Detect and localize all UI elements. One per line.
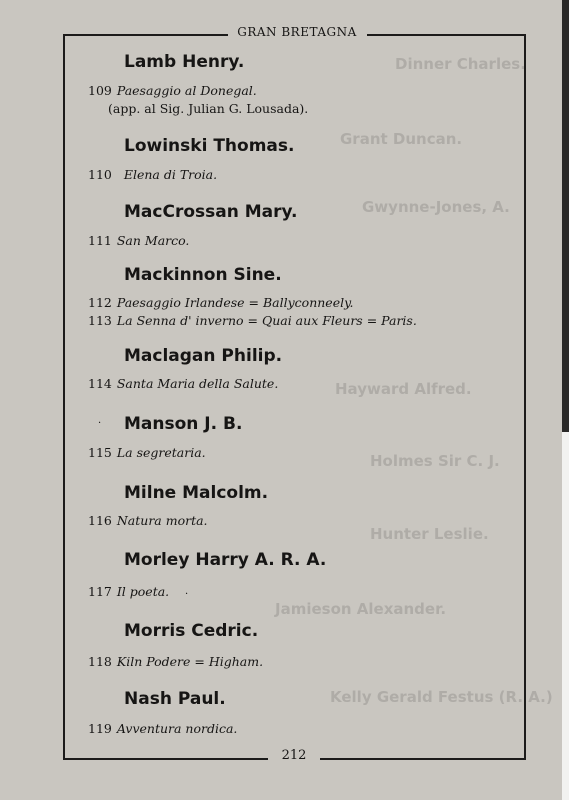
catalog-number: 116 <box>88 513 112 528</box>
catalog-number: 119 <box>88 721 112 736</box>
bleed-through-text: Kelly Gerald Festus (R. A.) <box>330 688 553 706</box>
stray-dot: · <box>98 418 102 429</box>
page-header: GRAN BRETAGNA <box>237 25 357 39</box>
artwork-entry <box>88 167 217 182</box>
artwork-entry <box>88 445 206 460</box>
ownership-note: (app. al Sig. Julian G. Lousada). <box>108 101 309 116</box>
artwork-title: Paesaggio al Donegal. <box>116 83 257 98</box>
artwork-entry <box>88 584 169 599</box>
artwork-title: Natura morta. <box>116 513 208 528</box>
artist-name: Lowinski Thomas. <box>124 136 295 156</box>
artwork-title: San Marco. <box>116 233 190 248</box>
artwork-title: Santa Maria della Salute. <box>116 376 279 391</box>
artwork-entry <box>88 513 208 528</box>
stray-dot: · <box>185 589 189 600</box>
scan-edge <box>562 0 569 800</box>
catalog-number: 112 <box>88 295 112 310</box>
catalog-number: 117 <box>88 584 112 599</box>
artwork-title: Paesaggio Irlandese = Ballyconneely. <box>116 295 354 310</box>
artwork-title: La Senna d' inverno = Quai aux Fleurs = Paris. <box>116 313 417 328</box>
artwork-entry <box>88 654 263 669</box>
artist-name: Lamb Henry. <box>124 52 245 72</box>
artist-name: MacCrossan Mary. <box>124 202 298 222</box>
artist-name: Nash Paul. <box>124 689 226 709</box>
artwork-entry <box>88 721 237 736</box>
artist-name: Mackinnon Sine. <box>124 265 282 285</box>
bleed-through-text: Grant Duncan. <box>340 130 463 148</box>
bleed-through-text: Gwynne-Jones, A. <box>362 198 510 216</box>
catalog-number: 114 <box>88 376 112 391</box>
artwork-title: La segretaria. <box>116 445 206 460</box>
page-number: 212 <box>268 748 320 763</box>
artwork-title: Avventura nordica. <box>116 721 238 736</box>
bleed-through-text: Jamieson Alexander. <box>275 600 447 618</box>
artist-name: Morley Harry A. R. A. <box>124 550 327 570</box>
artwork-title: Il poeta. <box>116 584 170 599</box>
artist-name: Morris Cedric. <box>124 621 259 641</box>
artwork-title: Kiln Podere = Higham. <box>116 654 264 669</box>
bleed-through-text: Hayward Alfred. <box>335 380 472 398</box>
catalog-number: 109 <box>88 83 112 98</box>
bleed-through-text: Holmes Sir C. J. <box>370 452 500 470</box>
catalog-number: 113 <box>88 313 112 328</box>
artwork-entry <box>88 313 417 328</box>
artist-name: Milne Malcolm. <box>124 483 269 503</box>
artwork-entry <box>88 376 278 391</box>
artwork-title: Elena di Troia. <box>123 167 218 182</box>
bleed-through-text: Dinner Charles. <box>395 55 526 73</box>
artist-name: Manson J. B. <box>124 414 243 434</box>
catalog-number: 110 <box>88 167 112 182</box>
catalog-number: 111 <box>88 233 112 248</box>
artwork-entry <box>88 295 353 310</box>
catalog-number: 115 <box>88 445 112 460</box>
artwork-entry <box>88 233 189 248</box>
artwork-entry <box>88 83 257 98</box>
artist-name: Maclagan Philip. <box>124 346 283 366</box>
catalog-number: 118 <box>88 654 112 669</box>
bleed-through-text: Hunter Leslie. <box>370 525 489 543</box>
